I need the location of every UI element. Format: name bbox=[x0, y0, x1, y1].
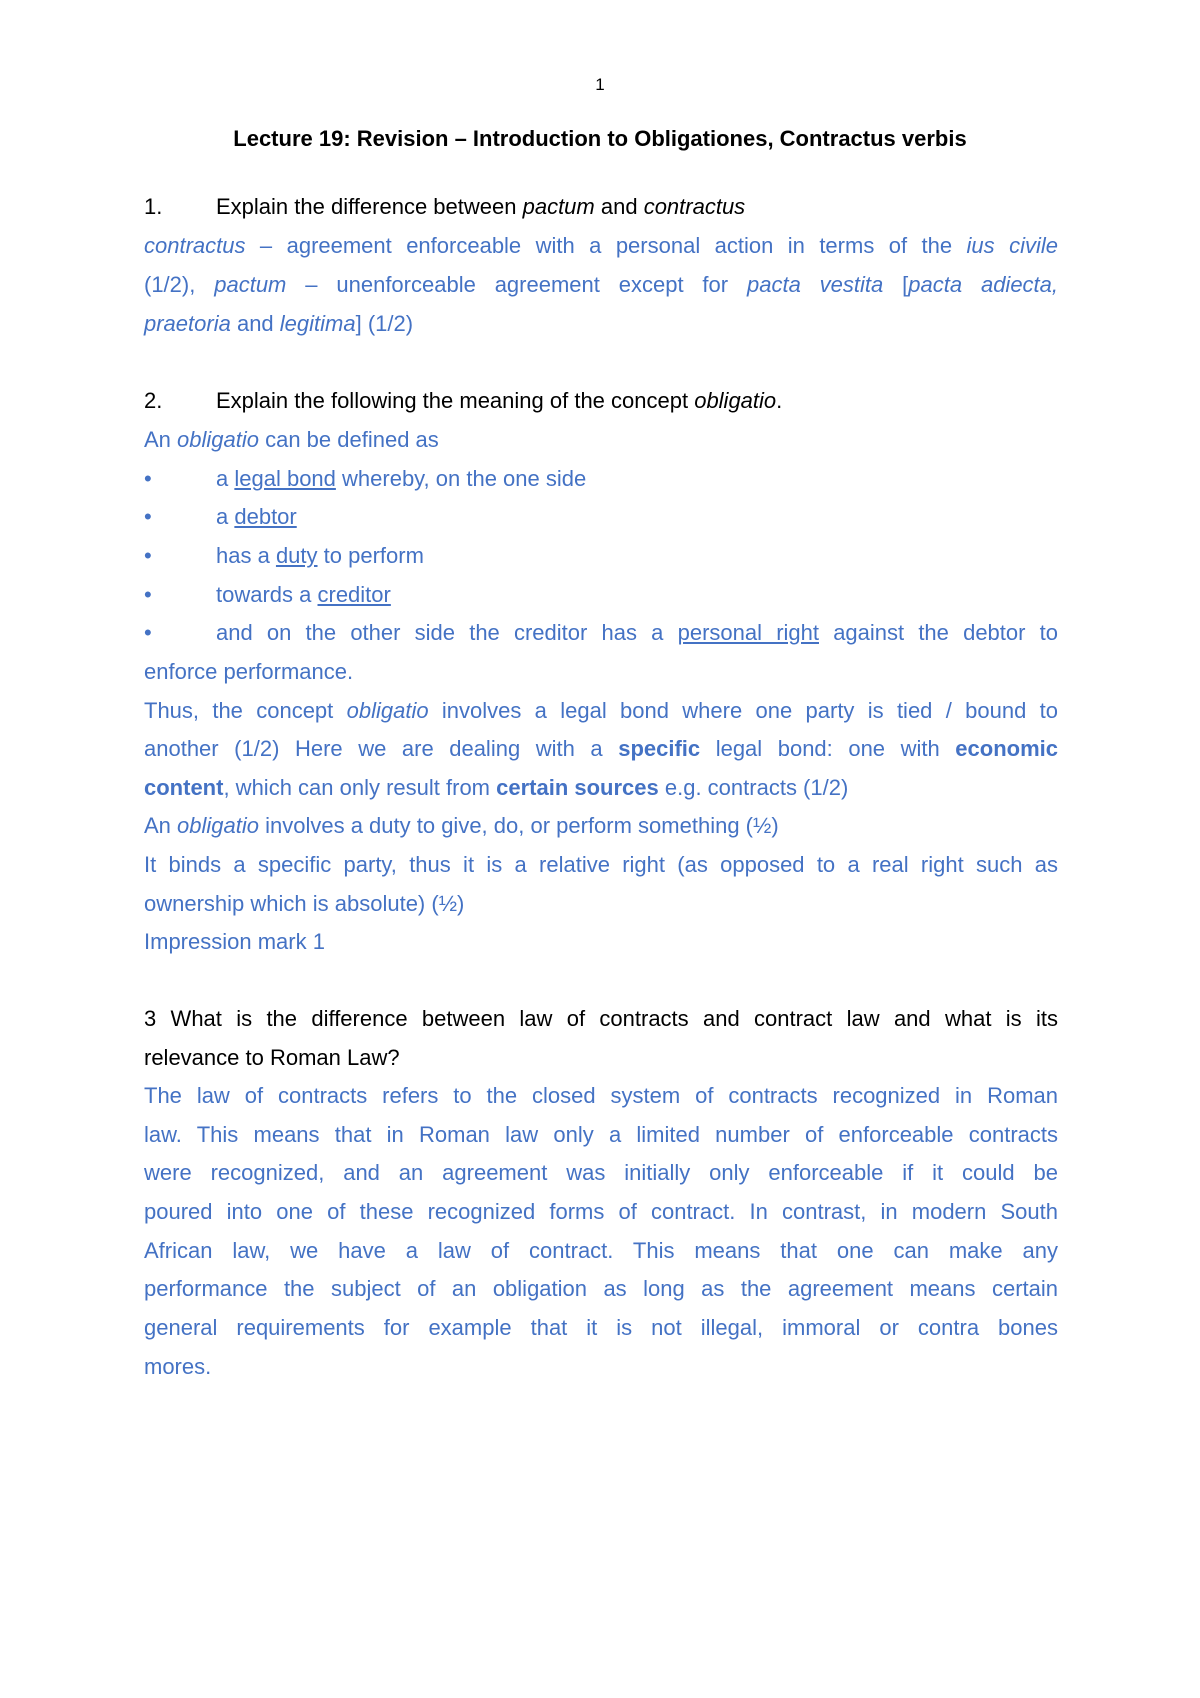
underlined-term: legal bond bbox=[234, 466, 336, 491]
answer-2-thus-line-2 bbox=[144, 736, 1058, 762]
term: contractus bbox=[144, 233, 246, 258]
answer-text: [ bbox=[883, 272, 909, 297]
underlined-term: debtor bbox=[234, 504, 297, 529]
bullet: • bbox=[144, 582, 152, 607]
answer-text: and bbox=[230, 311, 280, 336]
answer-2-binds-line-2: ownership which is absolute) (½) bbox=[144, 891, 465, 916]
bold-term: specific bbox=[618, 736, 701, 761]
answer-2-involves bbox=[144, 813, 1058, 839]
answer-text: has a bbox=[216, 543, 276, 568]
answer-text: a bbox=[216, 466, 235, 491]
question-1 bbox=[144, 194, 1058, 220]
answer-3-line: were recognized, and an agreement was initially only enforceable if it could be bbox=[144, 1160, 1058, 1185]
answer-text: can be defined as bbox=[258, 427, 439, 452]
answer-1-line-1 bbox=[144, 233, 1058, 259]
question-text: Explain the difference between bbox=[216, 194, 523, 219]
bold-term: economic bbox=[955, 736, 1058, 761]
page-title: Lecture 19: Revision – Introduction to Obligationes, Contractus verbis bbox=[233, 126, 967, 151]
bullet-item-3 bbox=[144, 543, 1058, 569]
term-pactum: pactum bbox=[522, 194, 595, 219]
answer-text: involves a legal bond where one party is tied / bound to bbox=[428, 698, 1058, 723]
answer-text: towards a bbox=[216, 582, 318, 607]
term: legitima bbox=[279, 311, 356, 336]
answer-text: ] (1/2) bbox=[355, 311, 414, 336]
answer-text: against the debtor to bbox=[819, 620, 1059, 645]
term: pactum bbox=[214, 272, 287, 297]
answer-1-line-3 bbox=[144, 311, 1058, 337]
answer-1-line-2 bbox=[144, 272, 1058, 298]
answer-text: Thus, the concept bbox=[144, 698, 347, 723]
term: pacta adiecta, bbox=[908, 272, 1059, 297]
answer-text: – unenforceable agreement except for bbox=[286, 272, 747, 297]
answer-text: involves a duty to give, do, or perform something (½) bbox=[258, 813, 779, 838]
answer-text: a bbox=[216, 504, 235, 529]
bullet: • bbox=[144, 620, 152, 645]
answer-text: , which can only result from bbox=[223, 775, 497, 800]
term-contractus: contractus bbox=[643, 194, 746, 219]
question-number: 2. bbox=[144, 388, 163, 413]
question-2 bbox=[144, 388, 1058, 414]
answer-3-line: general requirements for example that it is not illegal, immoral or contra bones bbox=[144, 1315, 1058, 1340]
answer-text: legal bond: one with bbox=[700, 736, 956, 761]
bullet: • bbox=[144, 504, 152, 529]
bullet-item-5-continued: enforce performance. bbox=[144, 659, 354, 684]
bold-term: content bbox=[144, 775, 224, 800]
answer-3-line: poured into one of these recognized forms of contract. In contrast, in modern South bbox=[144, 1199, 1058, 1224]
answer-3-line: performance the subject of an obligation as long as the agreement means certain bbox=[144, 1276, 1058, 1301]
answer-3-line: law. This means that in Roman law only a limited number of enforceable contracts bbox=[144, 1122, 1058, 1147]
underlined-term: personal right bbox=[677, 620, 819, 645]
answer-2-intro bbox=[144, 427, 1058, 453]
bullet: • bbox=[144, 466, 152, 491]
answer-text: another (1/2) Here we are dealing with a bbox=[144, 736, 619, 761]
term: ius civile bbox=[966, 233, 1058, 258]
answer-2-binds-line-1: It binds a specific party, thus it is a relative right (as opposed to a real right such as bbox=[144, 852, 1058, 877]
underlined-term: creditor bbox=[317, 582, 391, 607]
answer-3-line: mores. bbox=[144, 1354, 212, 1379]
answer-text: and on the other side the creditor has a bbox=[216, 620, 678, 645]
answer-text: to perform bbox=[317, 543, 424, 568]
bold-term: certain sources bbox=[496, 775, 659, 800]
term: obligatio bbox=[346, 698, 429, 723]
bullet-item-1 bbox=[144, 466, 1058, 492]
question-text: Explain the following the meaning of the concept bbox=[216, 388, 695, 413]
impression-mark: Impression mark 1 bbox=[144, 929, 325, 954]
answer-2-thus-line-3 bbox=[144, 775, 1058, 801]
answer-text: e.g. contracts (1/2) bbox=[658, 775, 849, 800]
answer-text: whereby, on the one side bbox=[335, 466, 587, 491]
answer-2-thus-line-1 bbox=[144, 698, 1058, 724]
question-text: . bbox=[776, 388, 783, 413]
bullet-item-5 bbox=[144, 620, 1058, 646]
answer-text: (1/2), bbox=[144, 272, 215, 297]
question-3-line-1: 3 What is the difference between law of contracts and contract law and what is its bbox=[144, 1006, 1058, 1031]
underlined-term: duty bbox=[275, 543, 318, 568]
question-number: 1. bbox=[144, 194, 163, 219]
term-obligatio: obligatio bbox=[694, 388, 777, 413]
bullet: • bbox=[144, 543, 152, 568]
question-3-line-2: relevance to Roman Law? bbox=[144, 1045, 400, 1070]
term: pacta vestita bbox=[746, 272, 884, 297]
answer-text: An bbox=[144, 813, 178, 838]
answer-text: An bbox=[144, 427, 178, 452]
term: praetoria bbox=[144, 311, 231, 336]
term: obligatio bbox=[177, 813, 259, 838]
answer-text: – agreement enforceable with a personal action in terms of the bbox=[245, 233, 967, 258]
page-number: 1 bbox=[595, 75, 605, 94]
bullet-item-2 bbox=[144, 504, 1058, 530]
bullet-item-4 bbox=[144, 582, 1058, 608]
term: obligatio bbox=[177, 427, 259, 452]
answer-3-line: African law, we have a law of contract. This means that one can make any bbox=[144, 1238, 1058, 1263]
question-text: and bbox=[594, 194, 644, 219]
answer-3-line: The law of contracts refers to the closed system of contracts recognized in Roman bbox=[144, 1083, 1058, 1108]
